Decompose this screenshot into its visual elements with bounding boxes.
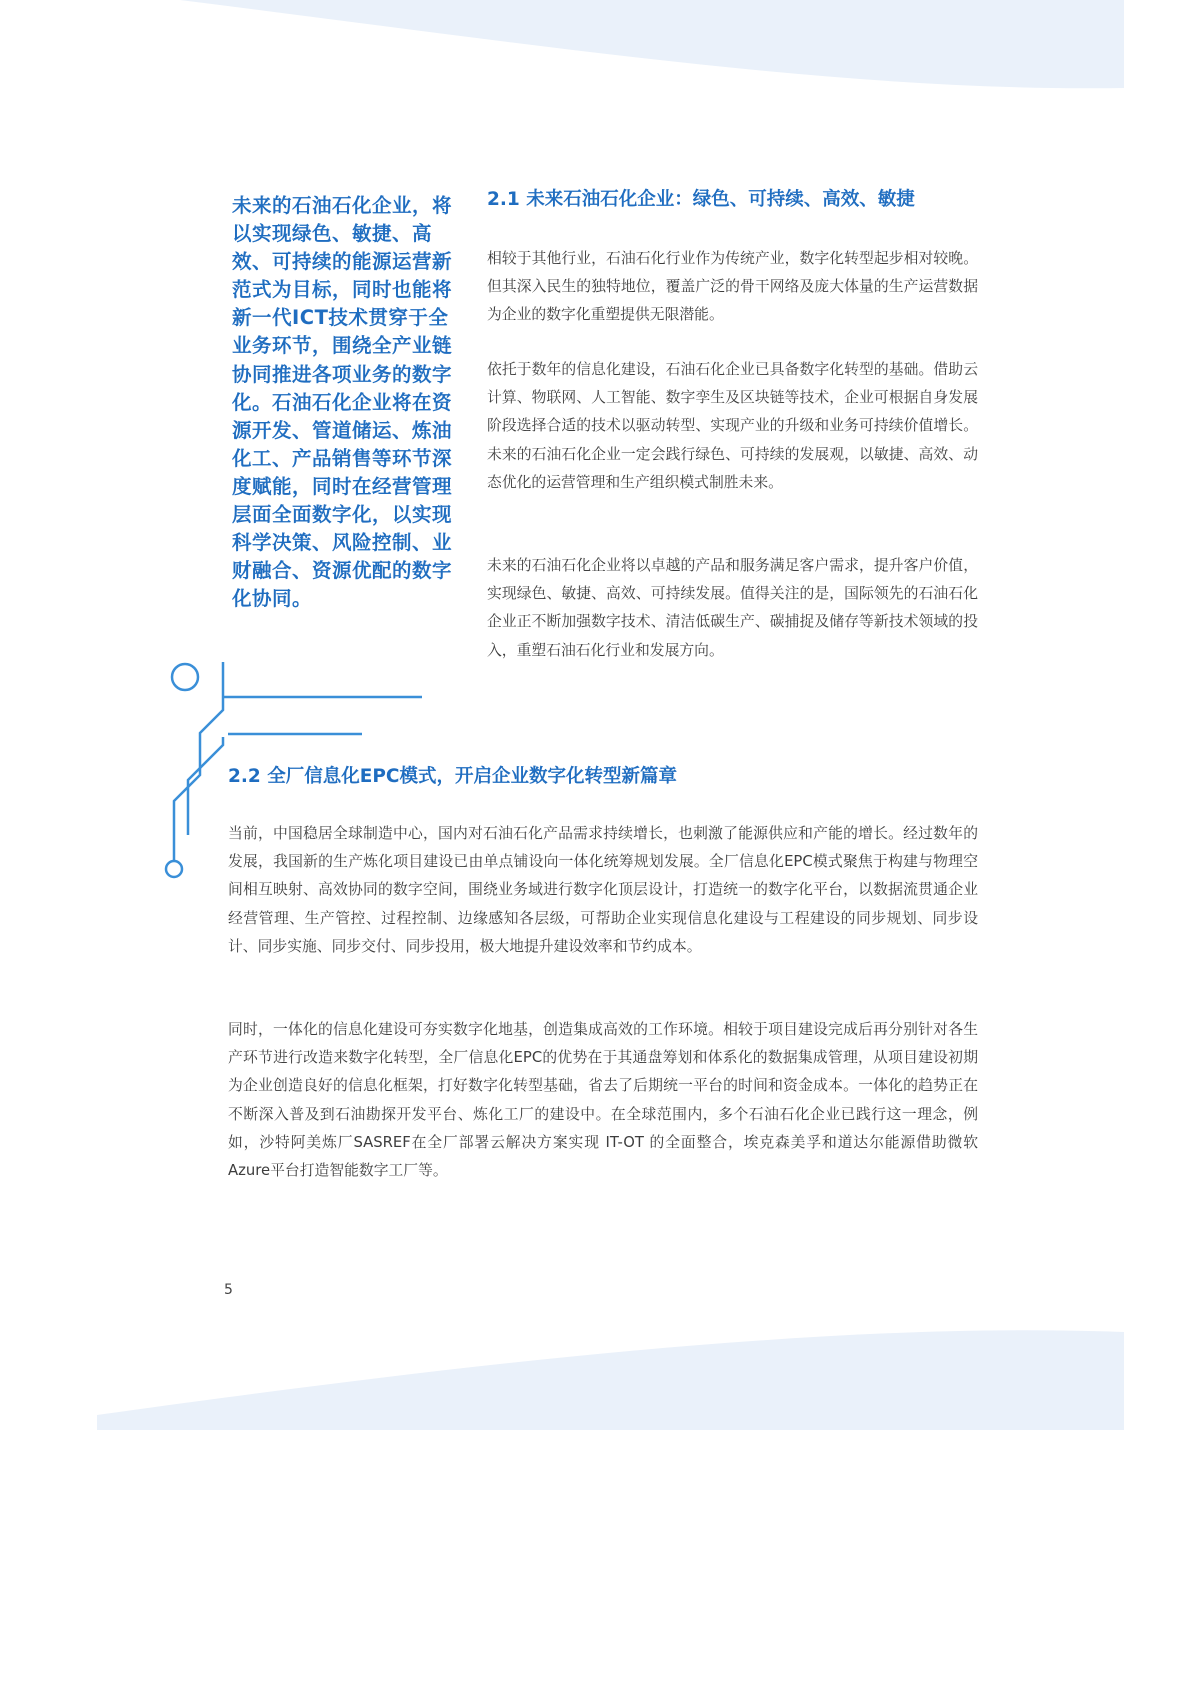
- section-2-1-paragraph-1: 相较于其他行业，石油石化行业作为传统产业，数字化转型起步相对较晚。但其深入民生的独特地位，覆盖广泛的骨干网络及庞大体量的生产运营数据为企业的数字化重塑提供无限潜能。: [487, 250, 978, 324]
- decorative-wave-top: [0, 0, 1200, 100]
- section-2-2-paragraph-1: 当前，中国稳居全球制造中心，国内对石油石化产品需求持续增长，也刺激了能源供应和产能的增长。经过数年的发展，我国新的生产炼化项目建设已由单点铺设向一体化统筹规划发展。全厂信息化EPC模式聚焦于构建与物理空间相互映射、高效协同的数字空间，围绕业务域进行数字化顶层设计，打造统一的数字化平台，以数据流贯通企业经营管理、生产管控、过程控制、边缘感知各层级，可帮助企业实现信息化建设与工程建设的同步规划、同步设计、同步实施、同步交付、同步投用，极大地提升建设效率和节约成本。: [228, 825, 978, 955]
- section-2-1-title: 2.1 未来石油石化企业：绿色、可持续、高效、敏捷: [487, 189, 915, 210]
- page-number: 5: [224, 1282, 233, 1298]
- pull-quote: 未来的石油石化企业，将以实现绿色、敏捷、高效、可持续的能源运营新范式为目标，同时也能将新一代ICT技术贯穿于全业务环节，围绕全产业链协同推进各项业务的数字化。石油石化企业将在资源开发、管道储运、炼油化工、产品销售等环节深度赋能，同时在经营管理层面全面数字化，以实现科学决策、风险控制、业财融合、资源优配的数字化协同。: [232, 194, 453, 611]
- section-2-2-paragraph-2: 同时，一体化的信息化建设可夯实数字化地基，创造集成高效的工作环境。相较于项目建设完成后再分别针对各生产环节进行改造来数字化转型，全厂信息化EPC的优势在于其通盘筹划和体系化的数据集成管理，从项目建设初期为企业创造良好的信息化框架，打好数字化转型基础，省去了后期统一平台的时间和资金成本。一体化的趋势正在不断深入普及到石油勘探开发平台、炼化工厂的建设中。在全球范围内，多个石油石化企业已践行这一理念，例如，沙特阿美炼厂SASREF在全厂部署云解决方案实现 IT-OT 的全面整合，埃克森美孚和道达尔能源借助微软Azure平台打造智能数字工厂等。: [228, 1021, 978, 1180]
- section-2-1-paragraph-3: 未来的石油石化企业将以卓越的产品和服务满足客户需求，提升客户价值，实现绿色、敏捷、高效、可持续发展。值得关注的是，国际领先的石油石化企业正不断加强数字技术、清洁低碳生产、碳捕捉及储存等新技术领域的投入，重塑石油石化行业和发展方向。: [487, 557, 978, 659]
- section-2-1-paragraph-2: 依托于数年的信息化建设，石油石化企业已具备数字化转型的基础。借助云计算、物联网、人工智能、数字孪生及区块链等技术，企业可根据自身发展阶段选择合适的技术以驱动转型、实现产业的升级和业务可持续价值增长。未来的石油石化企业一定会践行绿色、可持续的发展观，以敏捷、高效、动态优化的运营管理和生产组织模式制胜未来。: [487, 361, 978, 491]
- section-2-2-title: 2.2 全厂信息化EPC模式，开启企业数字化转型新篇章: [228, 766, 677, 787]
